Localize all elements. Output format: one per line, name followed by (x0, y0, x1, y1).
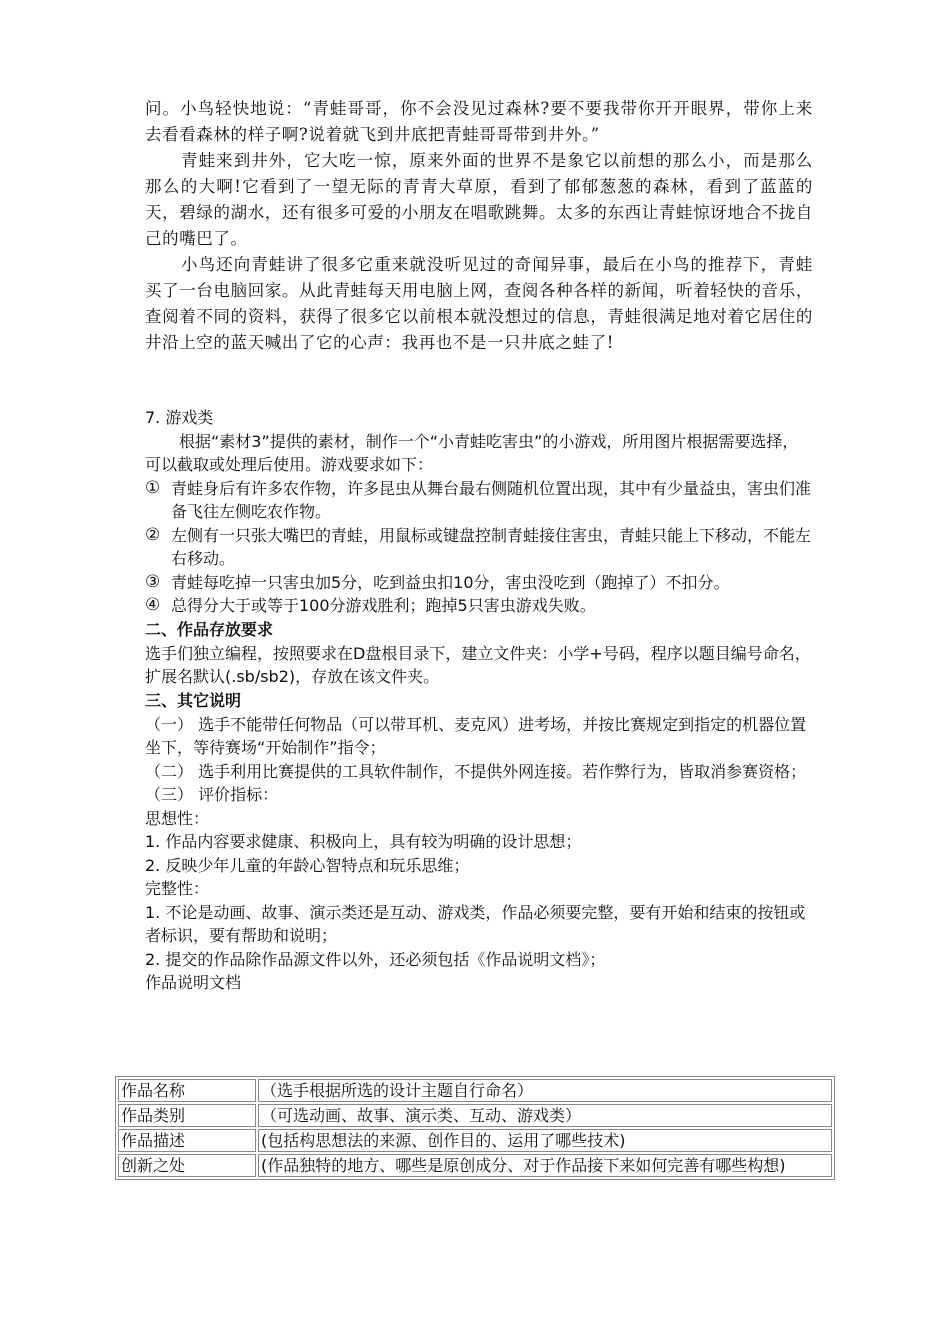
criteria-item: 2. 提交的作品除作品源文件以外，还必须包括《作品说明文档》； (145, 949, 606, 969)
criteria-item: 1. 不论是动画、故事、演示类还是互动、游戏类，作品必须要完整，要有开始和结束的按钮或者标识，要有帮助和说明； (145, 902, 806, 945)
story-section (145, 96, 813, 356)
requirement-item (145, 524, 813, 571)
game-intro: 根据“素材3”提供的素材，制作一个“小青蛙吃害虫”的小游戏，所用图片根据需要选择，可以截取或处理后使用。游戏要求如下： (145, 431, 799, 474)
storage-text: 选手们独立编程，按照要求在D盘根目录下，建立文件夹：小学+号码，程序以题目编号命名，扩展名默认(.sb/sb2)，存放在该文件夹。 (145, 643, 811, 686)
table-value: (包括构思想法的来源、创作目的、运用了哪些技术) (258, 1129, 832, 1152)
story-paragraph: 问。小鸟轻快地说：“青蛙哥哥，你不会没见过森林?要不要我带你开开眼界，带你上来去看看森林的样子啊?说着就飞到井底把青蛙哥哥带到井外。” (145, 99, 813, 144)
criteria-item: 2. 反映少年儿童的年龄心智特点和玩乐思维； (145, 855, 470, 875)
requirement-number: ② (145, 524, 161, 545)
other-heading: 三、其它说明 (145, 690, 242, 710)
doc-title: 作品说明文档 (145, 973, 242, 992)
storage-heading: 二、作品存放要求 (145, 619, 274, 639)
requirement-number: ① (145, 477, 161, 498)
other-item: （三） 评价指标： (145, 785, 279, 804)
table-row (118, 1079, 832, 1102)
table-key: 创新之处 (118, 1154, 256, 1177)
table-row (118, 1154, 832, 1177)
game-heading: 7. 游戏类 (145, 408, 214, 427)
requirement-number: ④ (145, 595, 161, 615)
requirement-text: 左侧有一只张大嘴巴的青蛙，用鼠标或键盘控制青蛙接住害虫，青蛙只能上下移动，不能左右移动。 (171, 525, 812, 568)
other-item: （一） 选手不能带任何物品（可以带耳机、麦克风）进考场，并按比赛规定到指定的机器位置坐下，等待赛场“开始制作”指令； (145, 714, 807, 757)
requirement-item (145, 571, 813, 595)
table-key: 作品名称 (118, 1079, 256, 1102)
table-value: （选手根据所选的设计主题自行命名） (258, 1079, 832, 1102)
main-section (145, 406, 813, 995)
requirement-item (145, 477, 813, 524)
table-value: (作品独特的地方、哪些是原创成分、对于作品接下来如何完善有哪些构想) (258, 1154, 832, 1177)
criteria-heading: 完整性： (145, 879, 210, 898)
other-item: （二） 选手利用比赛提供的工具软件制作，不提供外网连接。若作弊行为，皆取消参赛资格； (145, 761, 807, 781)
doc-table (115, 1076, 835, 1180)
criteria-heading: 思想性： (145, 808, 210, 828)
requirement-text: 青蛙身后有许多农作物，许多昆虫从舞台最右侧随机位置出现，其中有少量益虫，害虫们准备飞往左侧吃农作物。 (171, 478, 812, 521)
requirement-text: 总得分大于或等于100分游戏胜利；跑掉5只害虫游戏失败。 (171, 596, 596, 615)
table-value: （可选动画、故事、演示类、互动、游戏类） (258, 1104, 832, 1127)
criteria-item: 1. 作品内容要求健康、积极向上，具有较为明确的设计思想； (145, 832, 582, 851)
table-row (118, 1129, 832, 1152)
table-key: 作品类别 (118, 1104, 256, 1127)
story-paragraph: 青蛙来到井外，它大吃一惊，原来外面的世界不是象它以前想的那么小，而是那么那么的大啊!它看到了一望无际的青青大草原，看到了郁郁葱葱的森林，看到了蓝蓝的天，碧绿的湖水，还有很多可爱的小朋友在唱歌跳舞。太多的东西让青蛙惊讶地合不拢自己的嘴巴了。 (145, 151, 813, 248)
table-key: 作品描述 (118, 1129, 256, 1152)
requirement-text: 青蛙每吃掉一只害虫加5分，吃到益虫扣10分，害虫没吃到（跑掉了）不扣分。 (171, 572, 730, 592)
table-row (118, 1104, 832, 1127)
story-paragraph: 小鸟还向青蛙讲了很多它重来就没听见过的奇闻异事，最后在小鸟的推荐下，青蛙买了一台电脑回家。从此青蛙每天用电脑上网，查阅各种各样的新闻，听着轻快的音乐，查阅着不同的资料，获得了很多它以前根本就没想过的信息，青蛙很满足地对着它居住的井沿上空的蓝天喊出了它的心声：我再也不是一只井底之蛙了! (145, 255, 813, 352)
requirement-number: ③ (145, 571, 161, 592)
requirement-item (145, 594, 813, 618)
